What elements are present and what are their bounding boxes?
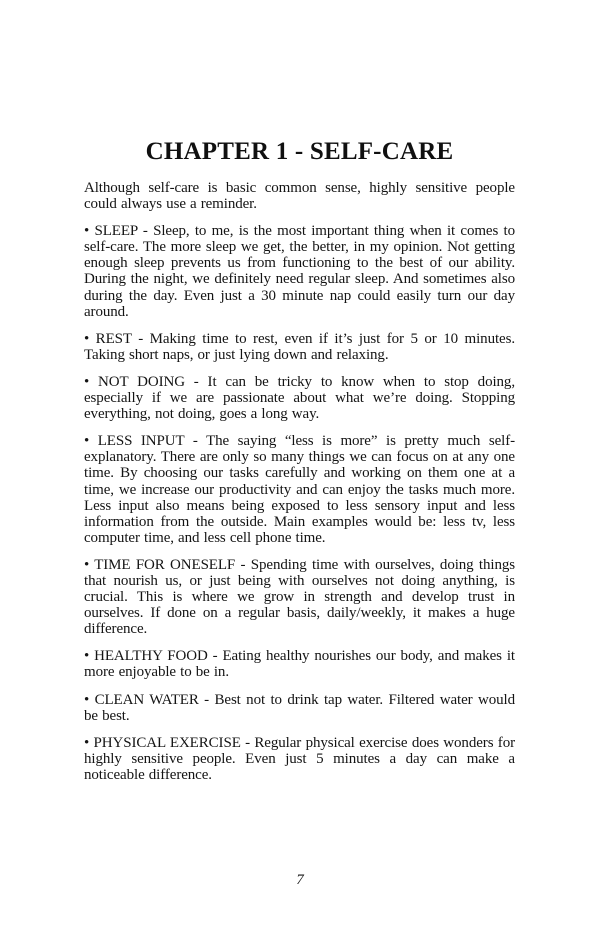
bullet-less-input: • LESS INPUT - The saying “less is more” is pretty much self-explanatory. There are only so many things we can focus on at any one time. By choosing our tasks carefully and working on them one at a time, we increase our productivity and can enjoy the tasks much more. Less input also means being exposed to less sensory input and less information from the outside. Main examples would be: less tv, less computer time, and less cell phone time. [84,433,515,546]
bullet-time-for-oneself: • TIME FOR ONESELF - Spending time with ourselves, doing things that nourish us, or just being with ourselves not doing anything, is crucial. This is where we grow in strength and develop trust in ourselves. If done on a regular basis, daily/weekly, it makes a huge difference. [84,556,515,638]
text-block [84,138,515,783]
page-number: 7 [296,872,304,888]
bullet-clean-water: • CLEAN WATER - Best not to drink tap water. Filtered water would be best. [84,691,515,724]
bullet-sleep: • SLEEP - Sleep, to me, is the most important thing when it comes to self-care. The more sleep we get, the better, in my opinion. Not getting enough sleep prevents us from functioning to the best of our ability. During the night, we definitely need regular sleep. And sometimes also during the day. Even just a 30 minute nap could easily turn our day around. [84,223,515,320]
bullet-rest: • REST - Making time to rest, even if it’s just for 5 or 10 minutes. Taking short naps, or just lying down and relaxing. [84,330,515,363]
bullet-not-doing: • NOT DOING - It can be tricky to know when to stop doing, especially if we are passionate about what we’re doing. Stopping everything, not doing, goes a long way. [84,373,515,423]
intro-paragraph: Although self-care is basic common sense, highly sensitive people could always use a reminder. [84,180,515,213]
bullet-physical-exercise: • PHYSICAL EXERCISE - Regular physical exercise does wonders for highly sensitive people. Even just 5 minutes a day can make a noticeable difference. [84,734,515,783]
bullet-healthy-food: • HEALTHY FOOD - Eating healthy nourishes our body, and makes it more enjoyable to be in. [84,648,515,681]
chapter-title: CHAPTER 1 - SELF-CARE [145,138,454,165]
